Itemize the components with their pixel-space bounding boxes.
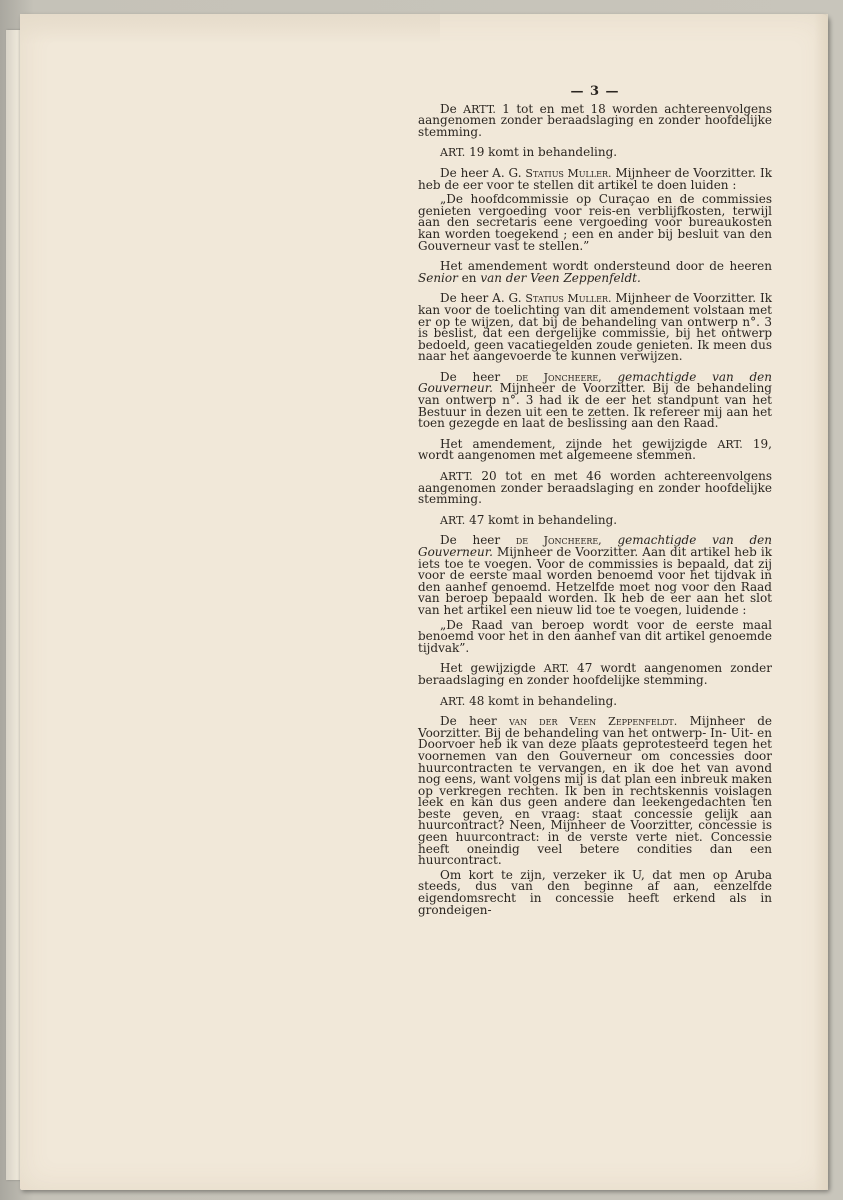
text-run: Mijnheer de Voorzitter. Bij de behandeling van het ontwerp- In- Uit- en Doorvoer heb ik van deze plaats geprotesteerd tegen het voornemen van den Gouverneur om concessies door huurcontracten te vervangen, en ik doe het van avond nog eens, want volgens mij is dat plan een inbreuk maken op verkregen rechten. Ik ben in rechtskennis voislagen leek en kan dus geen andere dan leekengedachten ten beste geven, en vraag: staat concessie gelijk aan huurcontract? Neen, Mijnheer de Voorzitter, concessie is geen huurcontract: in de verste verte niet. Concessie heeft oneindig veel betere condities dan een huurcontract. (418, 714, 772, 868)
text-run: ARTT. (440, 470, 473, 484)
text-run: „De Raad van beroep wordt voor de eerste maal benoemd voor het in den aanhef van dit artikel genoemde tijdvak”. (418, 617, 772, 655)
text-run: De heer (440, 533, 516, 548)
text-run: ART. (717, 437, 743, 451)
text-run: en (457, 270, 481, 285)
paragraph (418, 617, 772, 655)
paragraph (418, 369, 772, 431)
text-run: De heer (440, 714, 510, 729)
text-run: De (440, 101, 464, 116)
page-number: — 3 — (570, 84, 620, 99)
paragraph (418, 147, 772, 159)
top-fold (20, 14, 440, 44)
paragraph (418, 194, 772, 252)
text-run: gemachtigde van den Gouverneur. (418, 369, 772, 396)
text-run: van der Veen Zeppenfeldt. (509, 715, 678, 729)
text-run: ART. (543, 662, 569, 676)
text-run: Mijnheer de Voorzitter. Aan dit artikel heb ik iets toe te voegen. Voor de commissies is bepaald, dat zij voor de eerste maal worden benoemd voor het tijdvak in den aanhef genoemd. Hetzelfde moet nog voor den Raad van beroep bepaald worden. Ik heb de eer aan het slot van het artikel een nieuw lid toe te voegen, luidende : (418, 545, 772, 617)
page-edge (814, 14, 828, 1190)
text-run: 48 komt in behandeling. (465, 693, 618, 708)
paragraph (418, 101, 772, 139)
text-run: Senior (418, 270, 458, 285)
text-run: Mijnheer de Voorzitter. Bij de behandeling van ontwerp n°. 3 had ik de eer het standpunt van het Bestuur in dezen uit een te zetten. Ik refereer mij aan het toen gezegde en laat de beslissing aan den Raad. (418, 381, 772, 431)
text-run: De heer A. G. (440, 291, 526, 306)
text-run: Statius Muller. (525, 166, 612, 180)
text-run: van der Veen Zeppenfeldt. (480, 270, 641, 285)
text-run: Om kort te zijn, verzeker ik U, dat men op Aruba steeds, dus van den beginne af aan, eenzelfde eigendomsrecht in concessie heeft erkend als in grondeigen- (418, 867, 772, 917)
paragraph (418, 663, 772, 686)
text-run: gemachtigde van den Gouverneur. (418, 533, 772, 559)
text-run: De heer (440, 369, 516, 384)
page (20, 14, 828, 1190)
text-run: „De hoofdcommissie op Curaçao en de commissies genieten vergoeding voor reis-en verblijfkosten, terwijl aan den secretaris eene vergoeding voor bureaukosten kan worden toegekend ; een en ander bij besluit van den Gouverneur vast te stellen.” (418, 192, 772, 253)
text-run: De heer A. G. (440, 165, 526, 180)
text-run: 19, wordt aangenomen met algemeene stemmen. (418, 436, 772, 463)
paragraphs (418, 101, 772, 917)
text-run: ART. (440, 146, 466, 160)
text-run: ARTT. (463, 102, 496, 116)
text-run: Het amendement, zijnde het gewijzigde (440, 436, 718, 451)
paragraph (418, 693, 772, 708)
paragraph (418, 512, 772, 527)
text-run: Statius Muller. (525, 292, 612, 306)
paragraph (418, 436, 772, 463)
text-run: 47 komt in behandeling. (465, 512, 618, 527)
text-run: de Joncheere, (515, 534, 602, 548)
text-run: 19 komt in behandeling. (465, 145, 618, 160)
paragraph (418, 261, 772, 284)
text-run: Het gewijzigde (440, 661, 544, 676)
text-run: ART. (440, 513, 466, 527)
text-run: Het amendement wordt ondersteund door de heeren (440, 259, 772, 274)
paragraph (418, 471, 772, 506)
paragraph (418, 165, 772, 192)
text-run: ART. (440, 694, 466, 708)
text-run: Mijnheer de Voorzitter. Ik kan voor de toelichting van dit amendement volstaan met er op te wijzen, dat bij de behandeling van ontwerp n°. 3 is beslist, dat een dergelijke commissie, bij het ontwerp bedoeld, geen vacatiegelden zoude genieten. Ik meen dus naar het aangevoerde te kunnen verwijzen. (418, 291, 772, 364)
text-run: 47 wordt aangenomen zonder beraadslaging en zonder hoofdelijke stemming. (418, 661, 772, 687)
paragraph (418, 535, 772, 616)
text-run: Mijnheer de Voorzitter. Ik heb de eer voor te stellen dit artikel te doen luiden : (418, 165, 772, 192)
text-column (418, 86, 772, 925)
text-run: de Joncheere, (515, 370, 602, 384)
text-run: 20 tot en met 46 worden achtereenvolgens aangenomen zonder beraadslaging en zonder hoofdelijke stemming. (418, 469, 772, 507)
paragraph (418, 867, 772, 917)
paragraph (418, 716, 772, 867)
paragraph (418, 293, 772, 363)
text-run: 1 tot en met 18 worden achtereenvolgens aangenomen zonder beraadslaging en zonder hoofdelijke stemming. (418, 101, 772, 139)
